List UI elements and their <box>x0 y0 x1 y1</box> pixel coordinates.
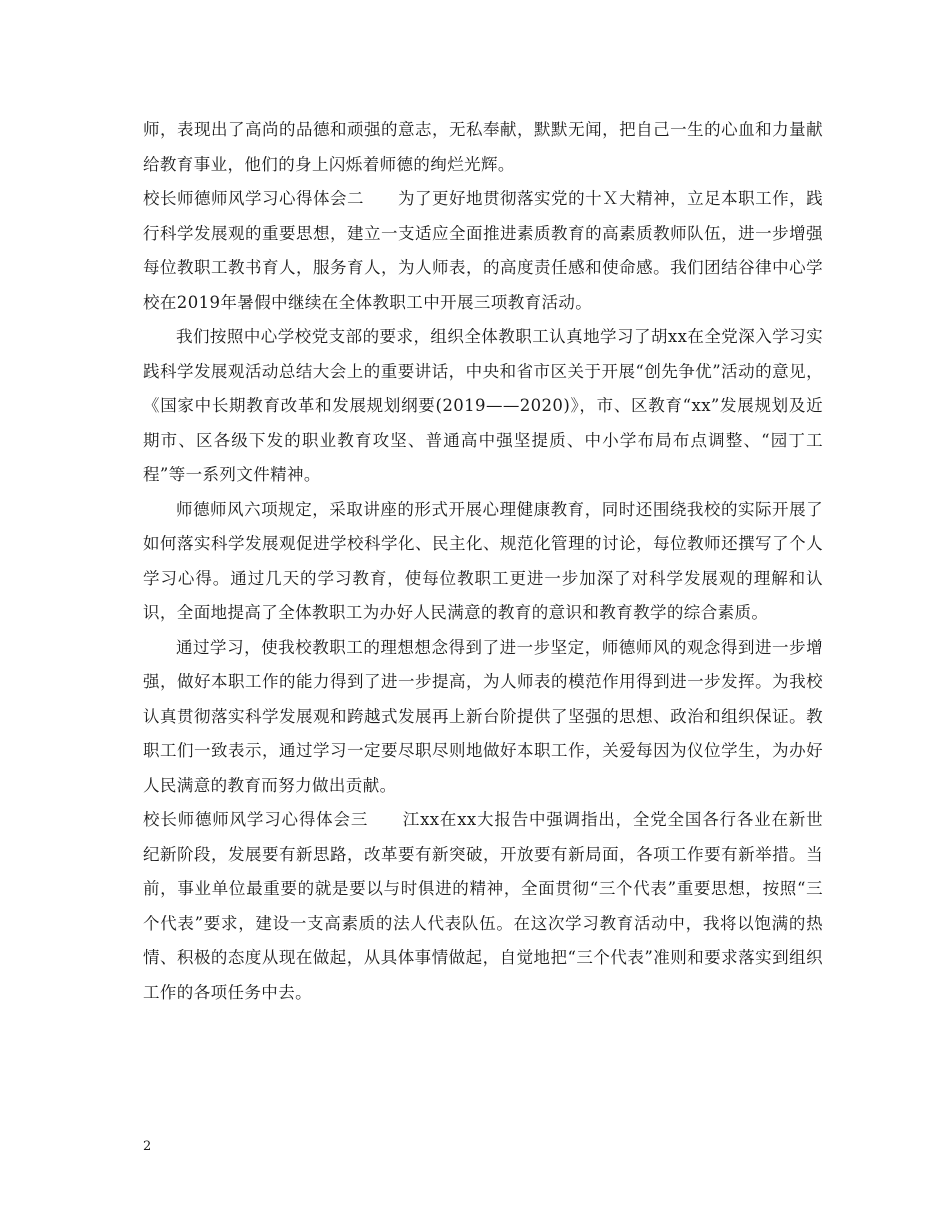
page-number: 2 <box>143 1139 152 1154</box>
paragraph-2-section-heading: 校长师德师风学习心得体会二 为了更好地贯彻落实党的十Ｘ大精神，立足本职工作，践行科学发展观的重要思想，建立一支适应全面推进素质教育的高素质教师队伍，进一步增强每位教职工教书育人，服务育人，为人师表，的高度责任感和使命感。我们团结谷律中心学校在2019年暑假中继续在全体教职工中开展三项教育活动。 <box>143 189 823 312</box>
document-body <box>143 113 823 1010</box>
paragraph-6-section-heading: 校长师德师风学习心得体会三 江xx在xx大报告中强调指出，全党全国各行各业在新世纪新阶段，发展要有新思路，改革要有新突破，开放要有新局面，各项工作要有新举措。当前，事业单位最重要的就是要以与时俱进的精神，全面贯彻“三个代表”重要思想，按照“三个代表”要求，建设一支高素质的法人代表队伍。在这次学习教育活动中，我将以饱满的热情、积极的态度从现在做起，从具体事情做起，自觉地把“三个代表”准则和要求落实到组织工作的各项任务中去。 <box>143 810 823 1002</box>
paragraph-4: 师德师风六项规定，采取讲座的形式开展心理健康教育，同时还围绕我校的实际开展了如何落实科学发展观促进学校科学化、民主化、规范化管理的讨论，每位教师还撰写了个人学习心得。通过几天的学习教育，使每位教职工更进一步加深了对科学发展观的理解和认识，全面地提高了全体教职工为办好人民满意的教育的意识和教育教学的综合素质。 <box>143 499 823 622</box>
paragraph-3: 我们按照中心学校党支部的要求，组织全体教职工认真地学习了胡xx在全党深入学习实践科学发展观活动总结大会上的重要讲话，中央和省市区关于开展“创先争优”活动的意见，《国家中长期教育改革和发展规划纲要(2019——2020)》，市、区教育“xx”发展规划及近期市、区各级下发的职业教育攻坚、普通高中强坚提质、中小学布局布点调整、“园丁工程”等一系列文件精神。 <box>143 327 823 484</box>
paragraph-1: 师，表现出了高尚的品德和顽强的意志，无私奉献，默默无闻，把自己一生的心血和力量献给教育事业，他们的身上闪烁着师德的绚烂光辉。 <box>143 120 823 174</box>
paragraph-5: 通过学习，使我校教职工的理想想念得到了进一步坚定，师德师风的观念得到进一步增强，做好本职工作的能力得到了进一步提高，为人师表的模范作用得到进一步发挥。为我校认真贯彻落实科学发展观和跨越式发展再上新台阶提供了坚强的思想、政治和组织保证。教职工们一致表示，通过学习一定要尽职尽则地做好本职工作，关爱每因为仪位学生，为办好人民满意的教育而努力做出贡献。 <box>143 637 823 795</box>
